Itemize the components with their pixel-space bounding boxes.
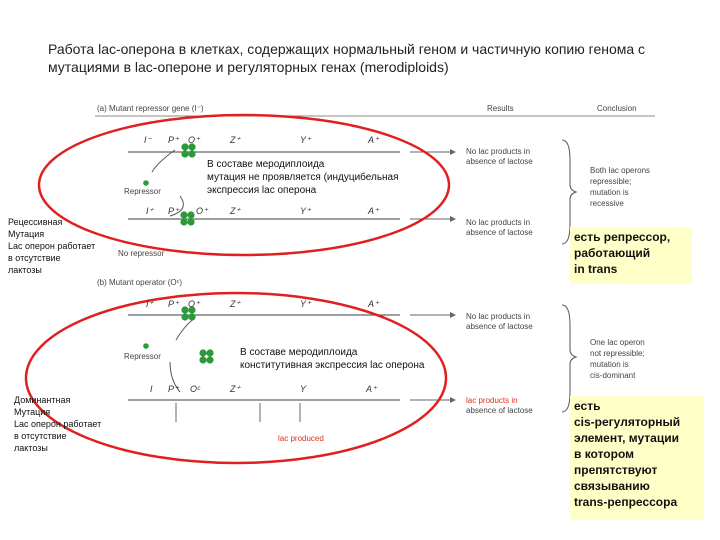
gene-label: I⁺	[146, 206, 154, 216]
side-line: лактозы	[14, 443, 48, 453]
result-line: No lac products in	[466, 312, 531, 321]
yellow-line: in trans	[574, 262, 618, 276]
yellow-line: в котором	[574, 447, 635, 461]
note-line: конститутивная экспрессия lac оперона	[240, 360, 425, 371]
gene-label: P⁺	[168, 206, 179, 216]
result-b1	[466, 312, 533, 332]
repressor-gene-dot-b	[143, 343, 149, 349]
results-heading: Results	[487, 104, 514, 113]
gene-label: P⁺	[168, 135, 179, 145]
yellow-line: связыванию	[574, 479, 650, 493]
conclusion-box-b	[570, 396, 704, 520]
conclusion-heading: Conclusion	[597, 104, 637, 113]
note-line: экспрессия lac оперона	[207, 185, 317, 196]
conclusion-line: recessive	[590, 199, 624, 208]
gene-label: Z⁺	[230, 384, 241, 394]
yellow-line: trans-репрессора	[574, 495, 678, 509]
note-a	[207, 158, 399, 197]
repressor-label: Repressor	[124, 187, 161, 196]
gene-label: A⁺	[368, 299, 379, 309]
conclusion-line: repressible;	[590, 177, 632, 186]
gene-label: Z⁺	[230, 206, 241, 216]
gene-label: O⁺	[188, 299, 200, 309]
conclusion-line: cis-dominant	[590, 371, 636, 380]
note-b	[240, 346, 424, 372]
side-label-recessive	[8, 216, 95, 276]
no-repressor-label: No repressor	[118, 249, 165, 258]
note-line: мутация не проявляется (индуцибельная	[207, 172, 399, 183]
result-line: lac products in	[466, 396, 518, 405]
gene-label: O⁺	[196, 206, 208, 216]
repressor-gene-dot-a	[143, 180, 149, 186]
conclusion-line: One lac operon	[590, 338, 645, 347]
page-title: Работа lac-оперона в клетках, содержащих нормальный геном и частичную копию генома с мутациями в lac-опероне и регуляторных генах (merodiploids)	[48, 41, 646, 75]
gene-label: Oᶜ	[190, 384, 201, 394]
conclusion-line: not repressible;	[590, 349, 645, 358]
repressor-label: Repressor	[124, 352, 161, 361]
gene-label: A⁺	[366, 384, 377, 394]
side-line: Lac оперон работает	[8, 241, 96, 251]
note-line: В составе меродиплоида	[207, 159, 325, 170]
side-line: в отсутствие	[8, 253, 61, 263]
gene-label: P⁺	[168, 299, 179, 309]
section-b-heading: (b) Mutant operator (Oᶜ)	[97, 278, 183, 287]
gene-label: I⁺	[146, 299, 154, 309]
result-line: absence of lactose	[466, 157, 533, 166]
yellow-line: есть	[574, 399, 601, 413]
gene-label: A⁺	[368, 206, 379, 216]
side-line: лактозы	[8, 265, 42, 275]
side-label-dominant	[14, 394, 101, 454]
gene-label: Z⁺	[230, 135, 241, 145]
gene-label: Z⁺	[230, 299, 241, 309]
yellow-line: препятствуют	[574, 463, 658, 477]
side-line: Lac оперон работает	[14, 419, 102, 429]
result-b2	[466, 396, 533, 416]
gene-label: Y⁺	[300, 299, 311, 309]
result-line: absence of lactose	[466, 406, 533, 415]
gene-label: Y⁺	[300, 206, 311, 216]
conclusion-line: mutation is	[590, 360, 629, 369]
conclusion-a	[590, 165, 650, 209]
yellow-line: есть репрессор,	[574, 230, 671, 244]
yellow-line: cis-регуляторный	[574, 415, 681, 429]
result-line: absence of lactose	[466, 322, 533, 331]
conclusion-line: mutation is	[590, 188, 629, 197]
result-line: absence of lactose	[466, 228, 533, 237]
yellow-line: элемент, мутации	[574, 431, 679, 445]
side-line: Рецессивная	[8, 217, 63, 227]
conclusion-b	[590, 337, 645, 381]
gene-label: I⁻	[144, 135, 152, 145]
result-a2	[466, 218, 533, 238]
note-line: В составе меродиплоида	[240, 347, 358, 358]
conclusion-box-a	[570, 227, 692, 284]
side-line: Мутация	[14, 407, 51, 417]
section-a-heading: (a) Mutant repressor gene (I⁻)	[97, 104, 204, 113]
lac-produced-label: lac produced	[278, 434, 324, 443]
gene-label: A⁺	[368, 135, 379, 145]
gene-label: O⁺	[188, 135, 200, 145]
gene-label: Y	[300, 384, 307, 394]
result-line: No lac products in	[466, 147, 531, 156]
gene-label: I	[150, 384, 153, 394]
side-line: Доминантная	[14, 395, 71, 405]
result-line: No lac products in	[466, 218, 531, 227]
side-line: в отсутствие	[14, 431, 67, 441]
gene-label: Y⁺	[300, 135, 311, 145]
side-line: Мутация	[8, 229, 45, 239]
gene-label: P⁺	[168, 384, 179, 394]
conclusion-line: Both lac operons	[590, 166, 651, 175]
yellow-line: работающий	[574, 246, 651, 260]
result-a1	[466, 147, 533, 167]
repressor-b2-icon	[199, 349, 213, 363]
